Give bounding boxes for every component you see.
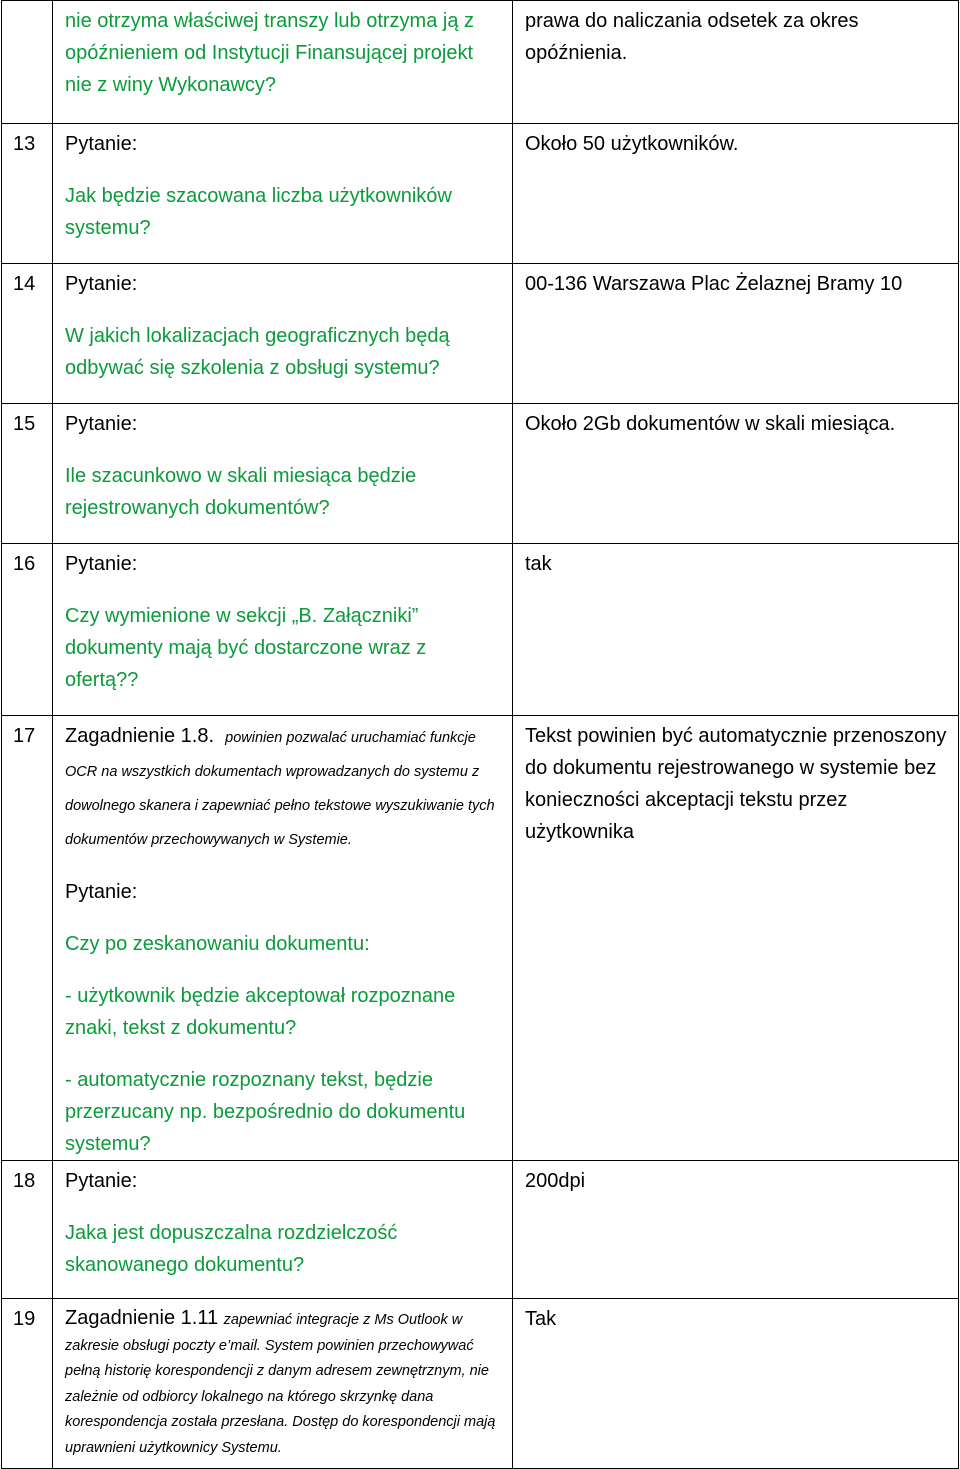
question-label: Pytanie:	[65, 1170, 138, 1192]
answer-cell: prawa do naliczania odsetek za okres opóźnienia.	[513, 1, 959, 124]
question-option: - automatycznie rozpoznany tekst, będzie przerzucany np. bezpośrednio do dokumentu systemu?	[65, 1069, 466, 1155]
row-number: 19	[2, 1299, 53, 1469]
topic-text: powinien pozwalać uruchamiać funkcje OCR na wszystkich dokumentach wprowadzanych do systemu z dowolnego skanera i zapewniać pełno tekstowe wyszukiwanie tych dokumentów przechowywanych w Systemie.	[65, 730, 495, 848]
topic-line	[65, 1303, 504, 1460]
table-row	[2, 264, 959, 404]
question-label: Pytanie:	[65, 133, 138, 155]
table-row	[2, 404, 959, 544]
question-label: Pytanie:	[65, 553, 138, 575]
question-text: W jakich lokalizacjach geograficznych będą odbywać się szkolenia z obsługi systemu?	[65, 325, 450, 379]
row-number: 15	[2, 404, 53, 544]
answer-cell: tak	[513, 544, 959, 716]
question-cell	[53, 1, 513, 124]
question-text: Czy wymienione w sekcji „B. Załączniki” dokumenty mają być dostarczone wraz z ofertą??	[65, 605, 427, 691]
question-label: Pytanie:	[65, 413, 138, 435]
row-number: 13	[2, 124, 53, 264]
topic-title: Zagadnienie 1.11	[65, 1307, 219, 1329]
question-text: Czy po zeskanowaniu dokumentu:	[65, 933, 370, 955]
answer-cell: Około 50 użytkowników.	[513, 124, 959, 264]
topic-text: zapewniać integracje z Ms Outlook w zakresie obsługi poczty e’mail. System powinien przechowywać pełną historię korespondencji z danym adresem zewnętrznym, nie zależnie od odbiorcy lokalnego na którego skrzynkę dana korespondencja została przesłana. Dostęp do korespondencji mają uprawnieni użytkownicy Systemu.	[65, 1312, 496, 1456]
question-text: Jaka jest dopuszczalna rozdzielczość skanowanego dokumentu?	[65, 1222, 398, 1276]
table-row	[2, 1299, 959, 1469]
table-row	[2, 124, 959, 264]
question-cell	[53, 1161, 513, 1299]
row-number: 17	[2, 716, 53, 1161]
row-number	[2, 1, 53, 124]
row-number: 14	[2, 264, 53, 404]
qa-table	[1, 0, 959, 1469]
question-cell	[53, 1299, 513, 1469]
row-number: 16	[2, 544, 53, 716]
question-label: Pytanie:	[65, 273, 138, 295]
answer-cell: 200dpi	[513, 1161, 959, 1299]
question-text: nie otrzyma właściwej transzy lub otrzyma ją z opóźnieniem od Instytucji Finansującej projekt nie z winy Wykonawcy?	[65, 10, 475, 96]
table-row	[2, 544, 959, 716]
question-label: Pytanie:	[65, 881, 138, 903]
question-cell	[53, 124, 513, 264]
topic-title: Zagadnienie 1.8.	[65, 725, 215, 747]
question-cell	[53, 716, 513, 1161]
topic-line	[65, 720, 504, 856]
table-row	[2, 716, 959, 1161]
question-text: Ile szacunkowo w skali miesiąca będzie rejestrowanych dokumentów?	[65, 465, 417, 519]
answer-cell: Tekst powinien być automatycznie przenoszony do dokumentu rejestrowanego w systemie bez konieczności akceptacji tekstu przez użytkownika	[513, 716, 959, 1161]
answer-cell: Tak	[513, 1299, 959, 1469]
table-row	[2, 1, 959, 124]
question-option: - użytkownik będzie akceptował rozpoznane znaki, tekst z dokumentu?	[65, 985, 456, 1039]
question-cell	[53, 264, 513, 404]
row-number: 18	[2, 1161, 53, 1299]
question-cell	[53, 544, 513, 716]
question-cell	[53, 404, 513, 544]
question-text: Jak będzie szacowana liczba użytkowników systemu?	[65, 185, 452, 239]
table-row	[2, 1161, 959, 1299]
answer-cell: Około 2Gb dokumentów w skali miesiąca.	[513, 404, 959, 544]
answer-cell: 00-136 Warszawa Plac Żelaznej Bramy 10	[513, 264, 959, 404]
